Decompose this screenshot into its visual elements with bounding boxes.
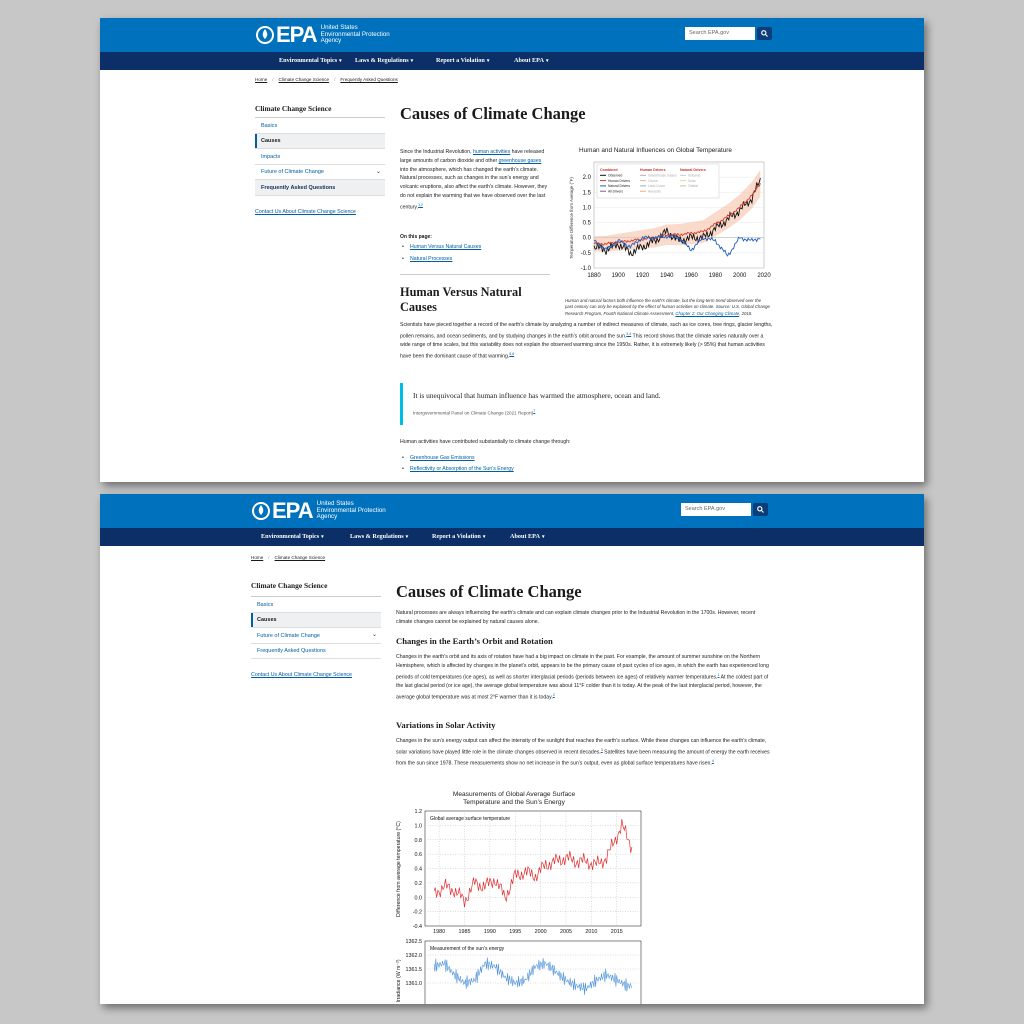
legend-entry: Volcanic [688,173,701,178]
breadcrumb-home[interactable]: Home [251,555,264,560]
y-tick-label: 2.0 [582,175,591,182]
section-paragraph: Scientists have pieced together a record of the earth’s climate by analyzing a number of indirect measures of climate, such as ice cores, tree rings, glacier lengths, pollen remains, and ocean sediments, and by studying changes in the earth’s orbit around the sun.$^{3,4}$ This record shows that the climate varies naturally over a wide range of time scales, but this variability does not explain the observed warming since the 1950s. Rather, it is extremely likely (> 95%) that human activities have been the dominant cause of that warming.$^{5,6}$ [400,322,773,360]
y-tick-label: 1.2 [414,809,422,815]
search-icon [757,506,764,513]
legend-entry: Land Cover [648,184,666,189]
y-axis-label-temperature: Difference from average temperature (°C) [396,821,402,917]
y-tick-label: -0.4 [412,924,422,930]
panel-label-temperature: Global average surface temperature [430,816,511,822]
link-reflectivity[interactable]: • Reflectivity or Absorption of the Sun’s Energy [410,466,514,472]
legend-entry: Ozone [648,178,658,183]
y-tick-label: 0.4 [414,866,422,873]
sidebar-item-causes[interactable]: Causes [251,613,381,629]
legend-entry: Greenhouse Gases [648,173,677,178]
y-tick-label: 0.0 [414,895,422,902]
chevron-down-icon: ▾ [339,59,342,64]
breadcrumb: Home / Climate Change Science / Frequently Asked Questions [255,77,398,82]
breadcrumb-climate-science[interactable]: Climate Change Science [274,555,326,560]
nav-laws-regulations[interactable]: Laws & Regulations ▾ [355,57,414,64]
site-header [100,18,924,52]
x-tick-label: 1995 [509,929,522,935]
nav-report-violation[interactable]: Report a Violation ▾ [436,57,490,64]
y-tick-label: 1.0 [582,205,591,212]
section-title-solar: Variations in Solar Activity [396,720,496,730]
x-tick-label: 2020 [757,273,771,279]
x-tick-label: 1985 [458,929,471,935]
page-screenshot-1 [100,18,924,482]
page-title: Causes of Climate Change [396,582,582,601]
footnote-link[interactable]: 1 [717,672,720,677]
figure-caption: Human and natural factors both influence the earth’s climate, but the long-term trend observed over the past century can only be explained by the effect of human activities on climate. Source: U.S. Global Change Research Program, Fourth National Climate Assessment, Chapter 2: Our Changing Climate, 2018. [565,298,770,316]
blockquote [400,383,770,425]
jump-link-natural-processes[interactable]: • Natural Processes [410,256,452,262]
y-tick-label: -0.2 [412,909,422,916]
x-tick-label: 2015 [610,929,623,935]
logo-text: EPA [276,22,317,47]
footnote-link[interactable]: 4 [711,759,714,764]
sidebar-item-impacts[interactable]: Impacts [255,149,385,165]
figure-source-link[interactable]: Chapter 2: Our Changing Climate [675,310,740,316]
chevron-down-icon[interactable]: ⌄ [375,168,381,175]
y-axis-label: Temperature Difference from Average (°F) [569,177,574,259]
legend-entry: Human Drivers [608,178,630,183]
nav-report-violation[interactable]: Report a Violation ▾ [432,533,486,540]
main-nav [100,528,924,546]
y-tick-label: -1.0 [580,266,591,272]
y-tick-label: 0.2 [414,880,422,887]
y-tick-label: 0.8 [414,837,422,844]
y-tick-label: 0.5 [582,220,591,227]
y-tick-label: 1361.0 [405,981,422,987]
chevron-down-icon: ▾ [321,535,324,540]
x-tick-label: 2000 [534,929,547,935]
human-natural-temperature-chart [566,158,774,298]
x-tick-label: 1920 [635,273,650,279]
legend-entry: All Drivers [608,189,624,194]
nav-laws-regulations[interactable]: Laws & Regulations ▾ [350,533,409,540]
nav-environmental-topics[interactable]: Environmental Topics ▾ [261,533,324,540]
breadcrumb-faq[interactable]: Frequently Asked Questions [340,77,398,82]
sidebar-item-future[interactable]: Future of Climate Change ⌄ [255,165,385,181]
x-tick-label: 1900 [611,273,625,279]
sidebar-item-future[interactable]: Future of Climate Change ⌄ [251,628,381,644]
footnote-link[interactable]: 5,6 [509,352,515,357]
x-tick-label: 1980 [708,273,723,279]
legend-group-title: Combined [600,168,618,172]
orbit-paragraph: Changes in the earth’s orbit and its axis of rotation have had a big impact on climate in the past. For example, the amount of summer sunshine on the Northern Hemisphere, which is affected by changes in the planet’s orbit, appears to be the primary cause of past cycles of ice ages, in which the earth has experienced long periods of cold temperatures (ice ages), as well as shorter interglacial periods (periods between ice ages) of relatively warmer temperatures.$^1$ At the coldest part of the last glacial period (or ice age), the average global temperature was about 11°F colder than it is today. At the peak of the last interglacial period, however, the average global temperature was at most 2°F warmer than it is today.$^2$ [396,654,769,701]
nav-environmental-topics[interactable]: Environmental Topics ▾ [279,57,342,64]
solar-paragraph: Changes in the sun’s energy output can affect the intensity of the sunlight that reaches the earth’s surface. While these changes can influence the earth’s climate, solar variations have played little role in the climate changes observed in recent decades.$^3$ Satellites have been measuring the amount of energy the earth receives from the sun since 1978. These measurements show no net increase in the sun’s output, even as global surface temperatures have risen.$^4$ [396,738,770,768]
legend-entry: Orbital [688,184,698,189]
sidebar-nav [255,117,385,196]
figure-title: Measurements of Global Average Surface Temperature and the Sun’s Energy [452,791,576,806]
legend-entry: Aerosols [648,189,661,194]
chevron-down-icon: ▾ [482,535,486,540]
intro-paragraph: Since the Industrial Revolution, human activities have released large amounts of carbon dioxide and other greenhouse gases into the atmosphere, which has changed the earth’s climate. Natural processes, such as changes in the sun’s energy and volcanic eruptions, also affect the earth’s climate. However, they do not explain the warming that we have observed over the last century.$^{1,2}$ [400,149,548,211]
breadcrumb-home[interactable]: Home [255,77,268,82]
legend-group-title: Human Drivers [640,168,666,172]
legend-group-title: Natural Drivers [680,168,706,172]
search-icon [761,30,768,37]
chevron-down-icon: ▾ [545,59,549,64]
figure-title: Human and Natural Influences on Global Temperature [579,147,732,154]
search-input[interactable]: Search EPA.gov [681,503,751,516]
quote-text: It is unequivocal that human influence has warmed the atmosphere, ocean and land. [413,391,661,400]
footnote-link[interactable]: 2 [552,692,555,697]
page-title: Causes of Climate Change [400,104,586,123]
sidebar-item-basics[interactable]: Basics [255,118,385,134]
y-tick-label: -0.5 [580,250,591,257]
human-activities-link[interactable]: human activities [472,149,511,155]
logo-text: EPA [272,498,313,523]
sidebar-title: Climate Change Science [255,104,332,113]
on-this-page-label: On this page: [400,234,432,240]
y-tick-label: 1.0 [414,823,422,830]
y-tick-label: 1.5 [582,190,591,197]
sidebar-item-causes[interactable]: Causes [255,134,385,150]
nav-about-epa[interactable]: About EPA ▾ [514,57,549,64]
nav-about-epa[interactable]: About EPA ▾ [510,533,545,540]
search-input[interactable]: Search EPA.gov [685,27,755,40]
chevron-down-icon: ▾ [405,535,409,540]
epa-logo[interactable] [256,23,395,47]
footnote-link[interactable]: 1,2 [418,202,423,207]
agency-name: United States Environmental Protection Agency [316,500,386,521]
chevron-down-icon: ▾ [541,535,545,540]
jump-link-human-vs-natural[interactable]: • Human Versus Natural Causes [410,244,481,250]
footnote-link[interactable]: 7 [533,409,536,413]
y-axis-label-irradiance: Irradiance (W m⁻²) [396,959,402,1003]
x-tick-label: 1880 [587,273,601,279]
y-tick-label: 1362.5 [405,939,422,945]
chevron-down-icon: ▾ [486,59,490,64]
x-tick-label: 2000 [733,273,747,279]
quote-source: Intergovernmental Panel on Climate Change (2021 Report)$^7$ [413,409,536,416]
temperature-sun-energy-chart [386,809,651,1004]
legend-entry: Observed [608,173,623,178]
agency-name: United States Environmental Protection Agency [320,24,390,45]
y-tick-label: 0.6 [414,852,422,859]
search-button[interactable] [753,503,768,516]
main-nav [100,52,924,70]
site-header [100,494,924,528]
contact-link[interactable]: Contact Us About Climate Change Science [251,672,352,678]
breadcrumb-climate-science[interactable]: Climate Change Science [278,77,330,82]
x-tick-label: 2010 [585,929,598,935]
page-screenshot-2 [100,494,924,1004]
section-title-orbit: Changes in the Earth’s Orbit and Rotation [396,636,553,646]
footnote-link[interactable]: 3 [600,747,603,752]
chevron-down-icon[interactable]: ⌄ [371,632,377,638]
epa-logo-icon [252,502,270,520]
sidebar-nav [251,596,381,659]
epa-logo-icon [256,26,274,44]
x-tick-label: 1980 [433,929,446,935]
section-title-human-vs-natural: Human Versus Natural Causes [400,285,522,314]
legend-entry: Solar [688,178,696,183]
search-button[interactable] [757,27,772,40]
x-tick-label: 1960 [684,273,698,279]
sidebar-item-faq[interactable]: Frequently Asked Questions [255,180,385,196]
chart-legend [597,164,719,198]
chevron-down-icon: ▾ [410,59,414,64]
footnote-link[interactable]: 3,4 [626,331,632,336]
legend-entry: Natural Drivers [608,184,630,189]
list-intro: Human activities have contributed substantially to climate change through: [400,439,571,445]
y-tick-label: 1361.5 [405,967,422,973]
intro-paragraph: Natural processes are always influencing the earth’s climate and can explain climate changes prior to the Industrial Revolution in the 1700s. However, recent climate changes cannot be explained by natural causes alone. [396,610,756,625]
breadcrumb: Home / Climate Change Science [251,555,326,560]
link-greenhouse-gas-emissions[interactable]: • Greenhouse Gas Emissions [410,455,475,461]
greenhouse-gases-link[interactable]: greenhouse gases [498,157,542,164]
epa-logo[interactable] [252,499,391,523]
x-tick-label: 1940 [660,273,674,279]
sidebar-title: Climate Change Science [251,581,328,590]
panel-label-sun-energy: Measurement of the sun’s energy [430,946,505,952]
y-tick-label: 1362.0 [405,953,422,959]
x-tick-label: 1990 [483,929,496,935]
y-tick-label: 0.0 [582,235,591,242]
sidebar-item-faq[interactable]: Frequently Asked Questions [251,644,381,660]
sidebar-item-basics[interactable]: Basics [251,597,381,613]
x-tick-label: 2005 [559,929,572,935]
contact-link[interactable]: Contact Us About Climate Change Science [255,209,356,215]
divider [400,274,550,275]
